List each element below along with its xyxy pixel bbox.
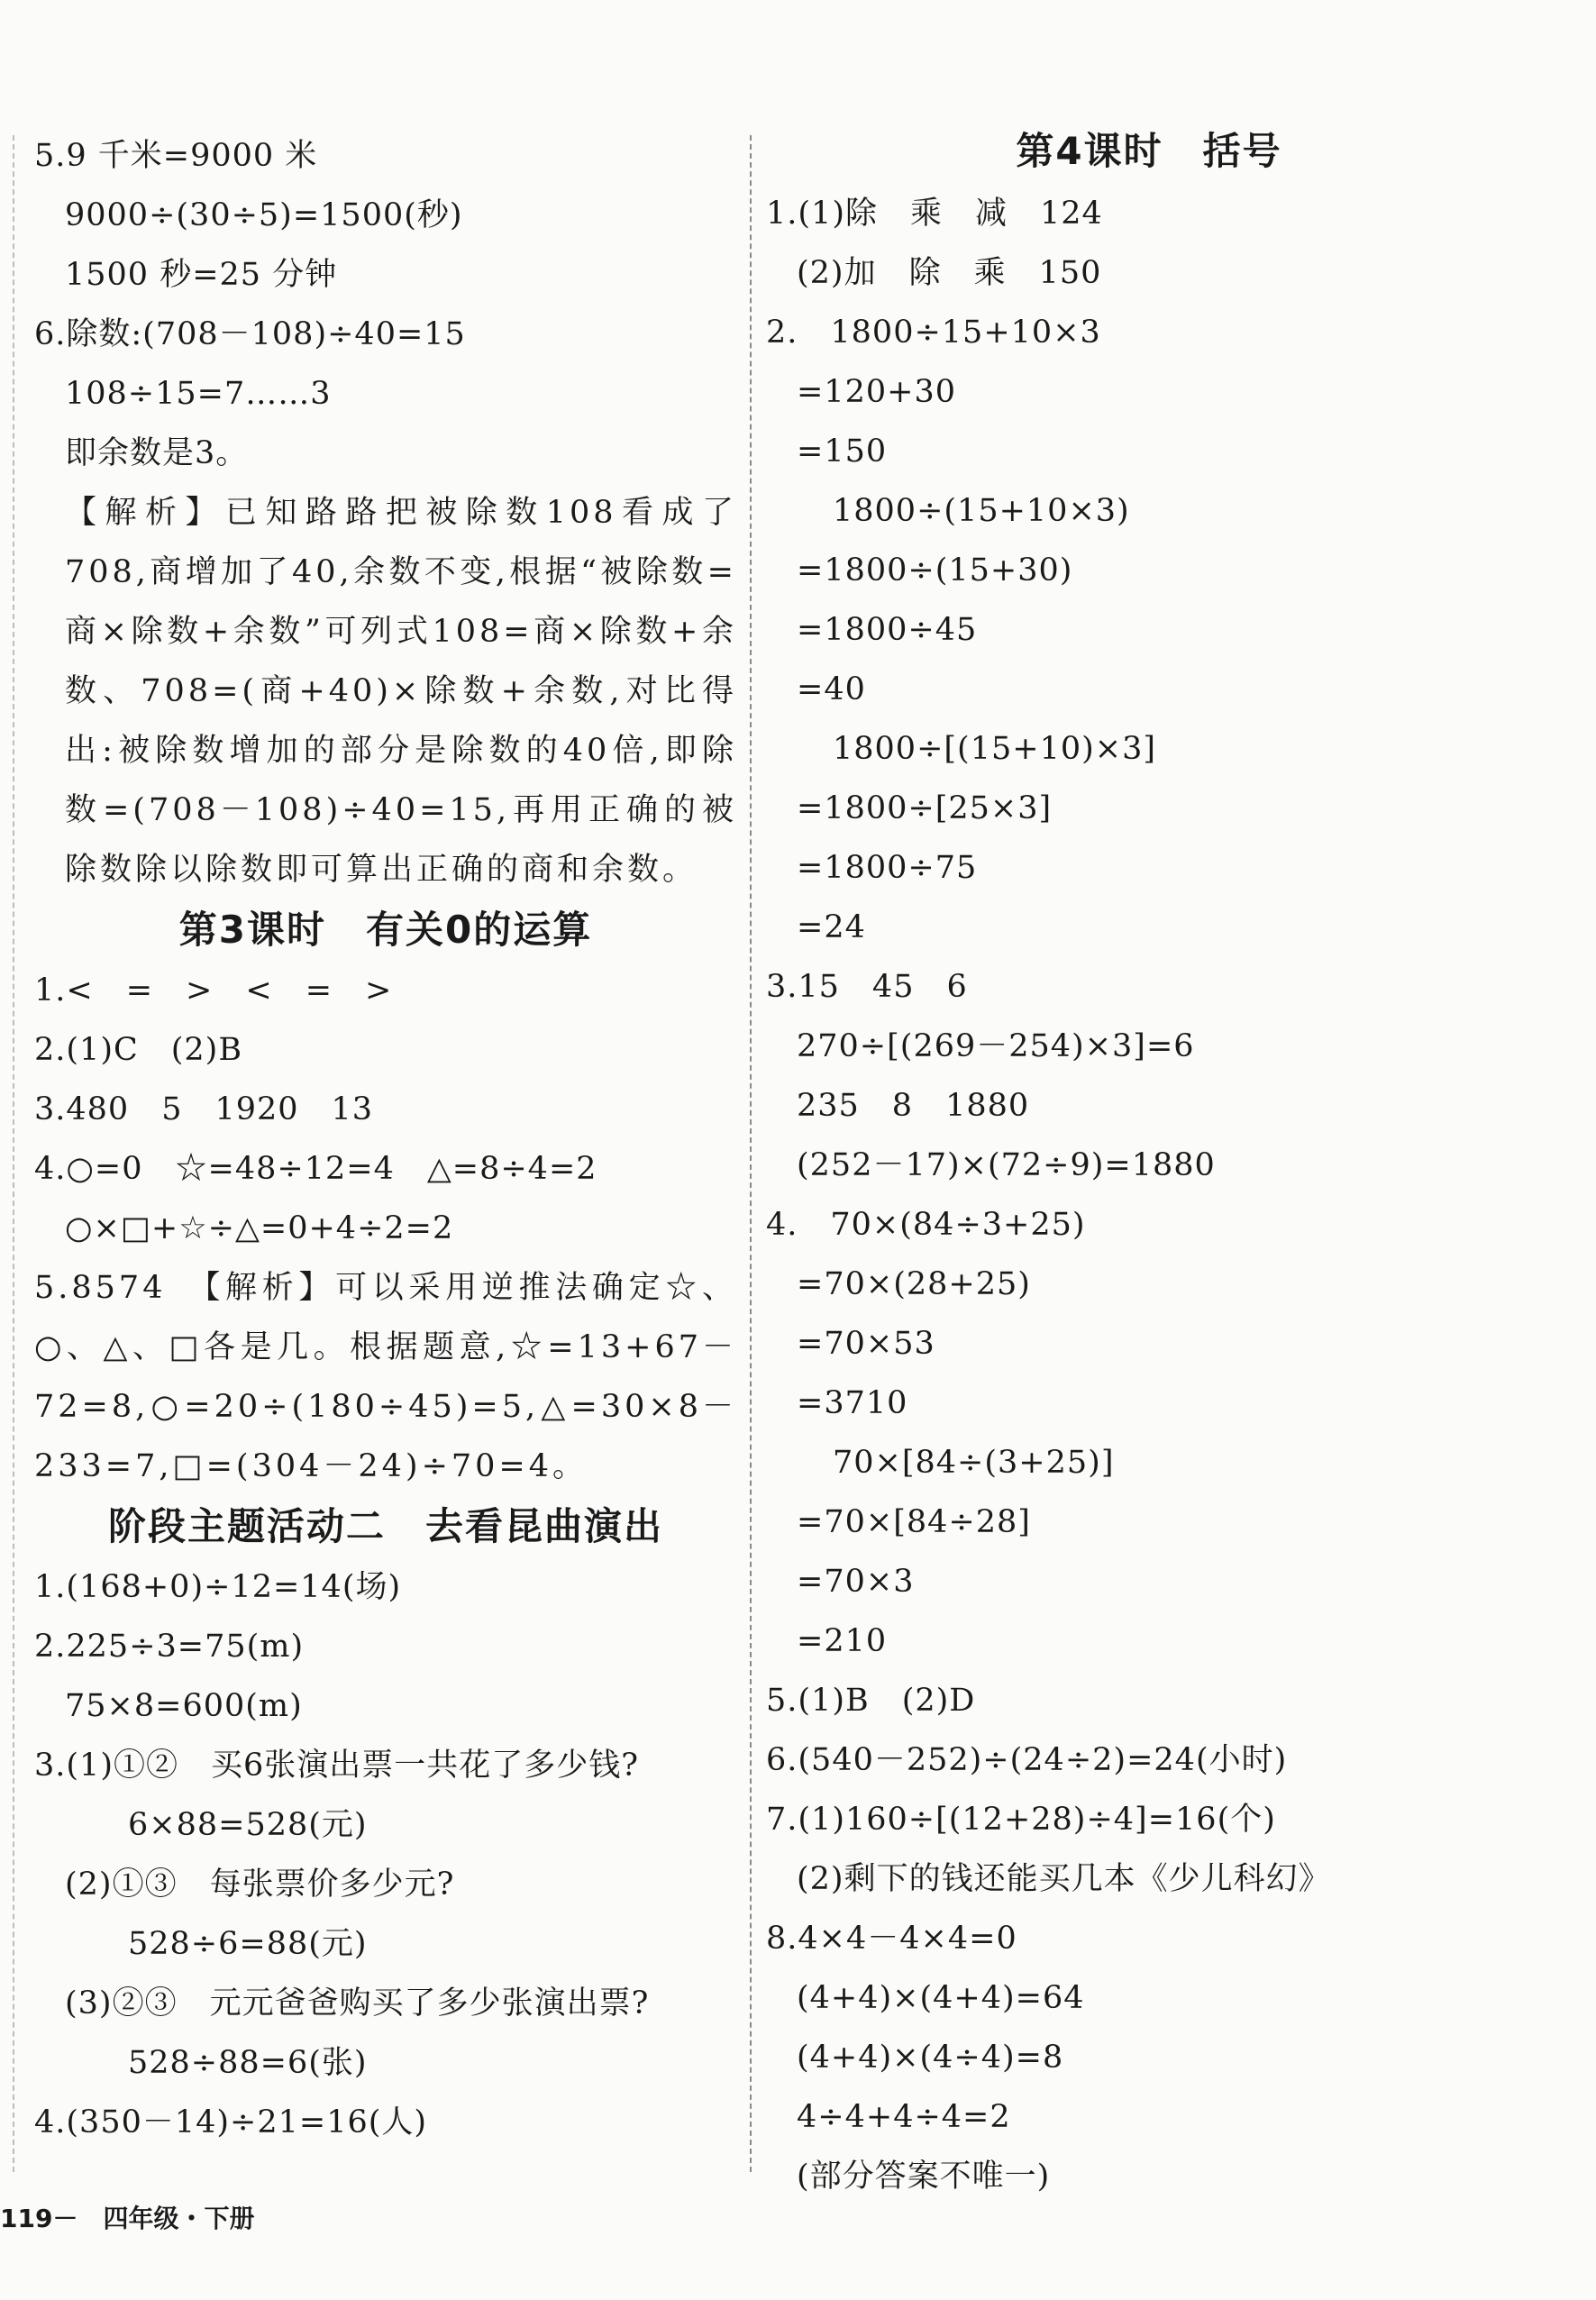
activity-title: 阶段主题活动二 去看昆曲演出 (107, 1504, 663, 1548)
lesson-4-title: 第4课时 括号 (1016, 129, 1282, 173)
answer-line: 1500 秒=25 分钟 (65, 257, 338, 293)
answer-line: =1800÷[25×3] (797, 790, 1053, 826)
answer-line: (2)剩下的钱还能买几本《少儿科幻》 (797, 1861, 1331, 1897)
answer-line: =24 (797, 909, 866, 945)
right-column (766, 126, 1532, 2206)
answer-line: =1800÷75 (797, 850, 978, 886)
answer-line: 3.(1)①② 买6张演出票一共花了多少钱? (34, 1748, 640, 1784)
answer-line: 2.(1)C (2)B (34, 1032, 243, 1068)
answer-line: (部分答案不唯一) (797, 2159, 1051, 2195)
answer-line: =70×3 (797, 1564, 915, 1600)
answer-line: 4÷4+4÷4=2 (797, 2099, 1011, 2135)
answer-line: 3.15 45 6 (766, 969, 968, 1005)
answer-line: =150 (797, 434, 888, 470)
answer-line: 8.4×4－4×4=0 (766, 1921, 1017, 1957)
answer-line: 6×88=528(元) (128, 1807, 368, 1843)
answer-line: 108÷15=7……3 (65, 376, 332, 412)
answer-line: (4+4)×(4+4)=64 (797, 1980, 1085, 2016)
answer-line: (4+4)×(4÷4)=8 (797, 2040, 1064, 2076)
answer-line: 4.○=0 ☆=48÷12=4 △=8÷4=2 (34, 1151, 597, 1187)
answer-line: (3)②③ 元元爸爸购买了多少张演出票? (65, 1985, 650, 2022)
answer-line: (2)①③ 每张票价多少元? (65, 1866, 455, 1903)
answer-line: 1.(168+0)÷12=14(场) (34, 1569, 402, 1605)
answer-line: 7.(1)160÷[(12+28)÷4]=16(个) (766, 1802, 1276, 1838)
answer-line: (252－17)×(72÷9)=1880 (797, 1147, 1216, 1183)
answer-line: 235 8 1880 (797, 1088, 1030, 1124)
answer-line: 4.(350－14)÷21=16(人) (34, 2104, 428, 2140)
answer-line: 75×8=600(m) (65, 1688, 303, 1724)
answer-line: 3.480 5 1920 13 (34, 1091, 374, 1127)
analysis-paragraph: 5.8574 【解析】可以采用逆推法确定☆、○、△、□各是几。根据题意,☆=13+67－72=8,○=20÷(180÷45)=5,△=30×8－233=7,□=(304－24)÷70=4。 (34, 1270, 737, 1484)
answer-line: 6.除数:(708－108)÷40=15 (34, 316, 466, 352)
answer-line: 528÷88=6(张) (128, 2045, 368, 2081)
answer-line: 270÷[(269－254)×3]=6 (797, 1028, 1195, 1064)
analysis-paragraph: 【解析】已知路路把被除数108看成了708,商增加了40,余数不变,根据“被除数=商×除数+余数”可列式108=商×除数+余数、708=(商+40)×除数+余数,对比得出:被除数增加的部分是除数的40倍,即除数=(708－108)÷40=15,再用正确的被除数除以除数即可算出正确的商和余数。 (65, 495, 737, 888)
answer-line: =120+30 (797, 374, 956, 410)
margin-line (13, 135, 14, 2172)
page-footer: 119－ 四年级・下册 (0, 2204, 255, 2233)
answer-line: 1.< = > < = > (34, 972, 393, 1009)
answer-line: 9000÷(30÷5)=1500(秒) (65, 197, 463, 233)
answer-line: (2)加 除 乘 150 (797, 255, 1102, 291)
answer-line: 2.225÷3=75(m) (34, 1629, 305, 1665)
answer-line: 4. 70×(84÷3+25) (766, 1207, 1086, 1243)
left-column (34, 126, 737, 2152)
answer-line: 1.(1)除 乘 减 124 (766, 196, 1103, 232)
answer-line: 70×[84÷(3+25)] (833, 1445, 1115, 1481)
answer-line: 5.(1)B (2)D (766, 1683, 976, 1719)
answer-line: =1800÷45 (797, 612, 978, 648)
answer-line: =210 (797, 1623, 888, 1659)
answer-line: =40 (797, 671, 866, 707)
answer-line: ○×□+☆÷△=0+4÷2=2 (65, 1210, 454, 1246)
answer-line: 即余数是3。 (65, 435, 249, 471)
answer-line: =1800÷(15+30) (797, 552, 1073, 589)
answer-line: 6.(540－252)÷(24÷2)=24(小时) (766, 1742, 1288, 1778)
column-divider (750, 135, 752, 2172)
answer-line: =70×53 (797, 1326, 935, 1362)
answer-line: =70×[84÷28] (797, 1504, 1031, 1540)
answer-line: 5.9 千米=9000 米 (34, 138, 318, 174)
answer-line: 2. 1800÷15+10×3 (766, 315, 1101, 351)
answer-line: 1800÷[(15+10)×3] (833, 731, 1157, 767)
answer-line: =3710 (797, 1385, 908, 1421)
answer-line: 1800÷(15+10×3) (833, 493, 1130, 529)
answer-line: 528÷6=88(元) (128, 1926, 368, 1962)
answer-line: =70×(28+25) (797, 1266, 1031, 1302)
lesson-3-title: 第3课时 有关0的运算 (178, 908, 593, 952)
